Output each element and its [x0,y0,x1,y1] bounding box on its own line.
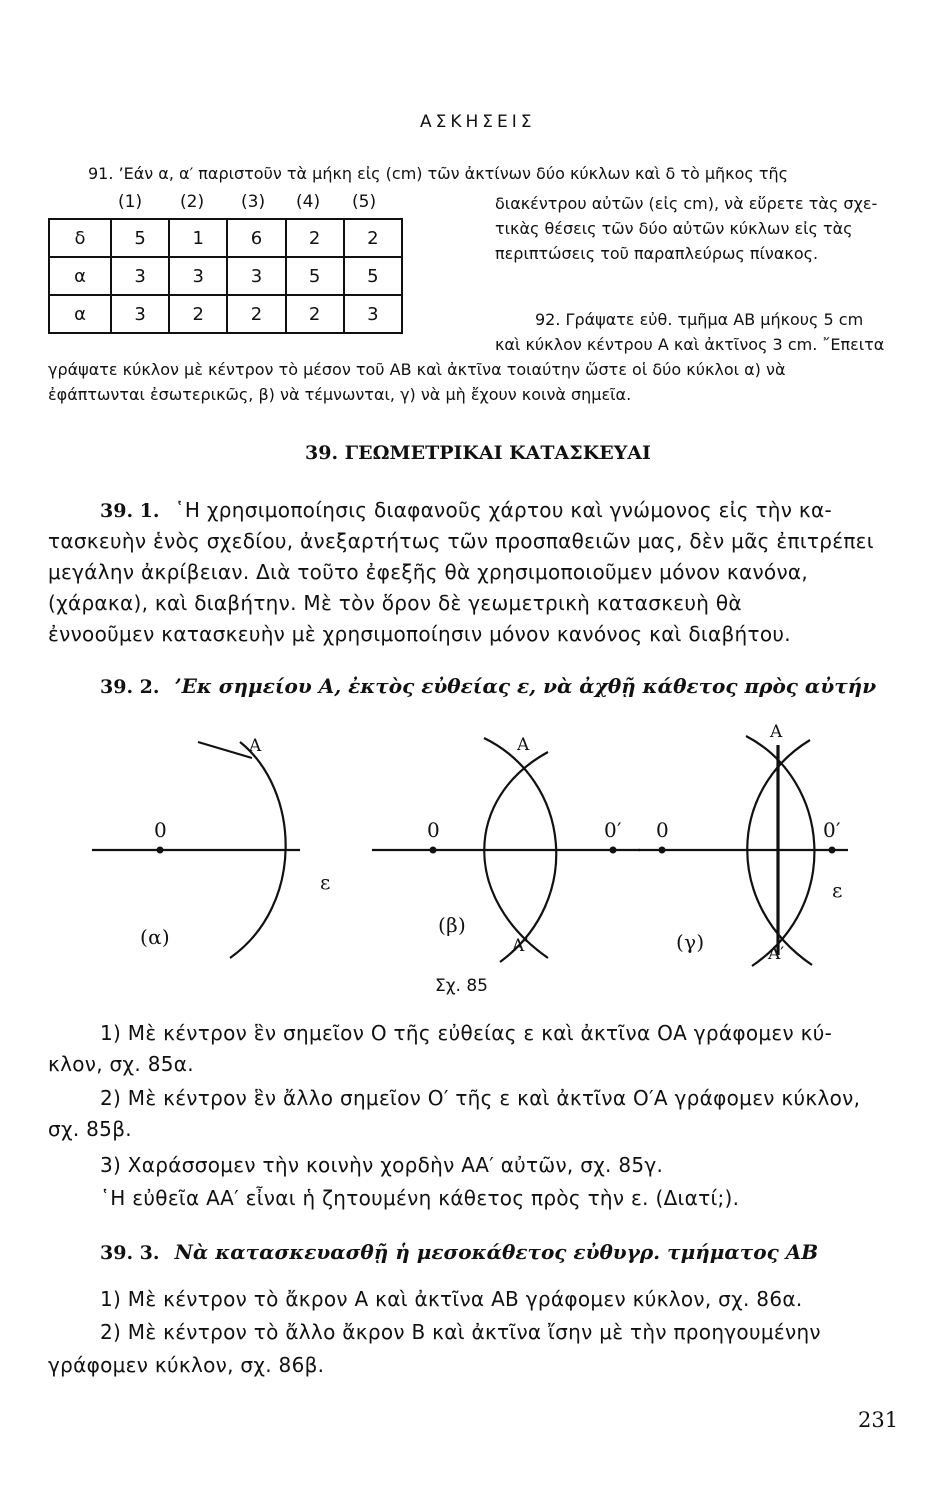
section-39-1-line-5: ἐννοοῦμεν κατασκευὴν μὲ χρησιμοποίησιν μόνον κανόνος καὶ διαβήτου. [48,622,791,646]
label-Oprime-c: 0′ [823,818,841,842]
section-39-3-line-2: 2) Μὲ κέντρον τὸ ἄλλο ἄκρον Β καὶ ἀκτῖνα ἴσην μὲ τὴν προηγουμένην [100,1320,821,1344]
label-Aprime-b: Α′ [512,936,529,956]
section-39-1-line-4: (χάρακα), καὶ διαβήτην. Μὲ τὸν ὅρον δὲ γεωμετρικὴ κατασκευὴ θὰ [48,591,742,615]
section-39-2-title: ’Εκ σημείου Α, ἐκτὸς εὐθείας ε, νὰ ἀχθῇ κάθετος πρὸς αὐτήν [174,674,877,698]
step-1-line-2: κλον, σχ. 85α. [48,1052,194,1076]
label-Oprime-b: 0′ [604,818,622,842]
step-1-line-1: 1) Μὲ κέντρον ἓν σημεῖον Ο τῆς εὐθείας ε καὶ ἀκτῖνα ΟΑ γράφομεν κύ- [100,1021,833,1045]
table-cell: 3 [111,257,169,295]
section-39-1-line-3: μεγάλην ἀκρίβειαν. Διὰ τοῦτο ἐφεξῆς θὰ χρησιμοποιοῦμεν μόνον κανόνα, [48,560,809,584]
label-epsilon-c: ε [832,878,843,902]
label-A-a: Α [249,736,262,756]
section-39-3-line-1: 1) Μὲ κέντρον τὸ ἄκρον Α καὶ ἀκτῖνα ΑΒ γράφομεν κύκλον, σχ. 86α. [100,1287,803,1311]
label-O-a: 0 [154,818,168,842]
exercise-91-right-3: περιπτώσεις τοῦ παραπλεύρως πίνακος. [495,244,819,263]
label-sub-b: (β) [438,913,467,937]
label-O-c: 0 [656,818,670,842]
table-cell: 3 [227,257,285,295]
exercise-91-right-1: διακέντρου αὐτῶν (εἰς cm), νὰ εὕρετε τὰς σχε- [495,194,878,213]
section-39-3-number: 39. 3. [100,1242,160,1264]
table-cell: 2 [344,219,402,257]
label-O-b: 0 [427,818,441,842]
left-arc-b [484,752,548,958]
table-cell: 2 [286,295,344,333]
exercise-92-right-2: καὶ κύκλον κέντρου Α καὶ ἀκτῖνος 3 cm. ῎Επειτα [495,335,885,354]
point-Oprime-c [829,847,836,854]
exercise-91-line1: 91. ’Εάν α, α′ παριστοῦν τὰ μήκη εἰς (cm) τῶν ἀκτίνων δύο κύκλων καὶ δ τὸ μῆκος τῆς [88,164,789,183]
table-cell: 3 [344,295,402,333]
section-39-3-line-3: γράφομεν κύκλον, σχ. 86β. [48,1353,325,1377]
point-O-a [157,847,164,854]
table-cell: δ [49,219,111,257]
label-sub-a: (α) [140,925,171,949]
section-39-1-text: ῾Η χρησιμοποίησις διαφανοῦς χάρτου καὶ γνώμονος εἰς τὴν κα- [174,498,832,522]
label-epsilon-a: ε [320,870,331,894]
col-number: (3) [241,192,266,212]
exercise-92-right-1: 92. Γράψατε εὐθ. τμῆμα ΑΒ μήκους 5 cm [535,310,864,329]
table-cell: 3 [111,295,169,333]
step-conclusion: ῾Η εὐθεῖα ΑΑ′ εἶναι ἡ ζητουμένη κάθετος πρὸς τὴν ε. (Διατί;). [100,1186,740,1210]
table-cell: α [49,257,111,295]
table-cell: 5 [286,257,344,295]
col-number: (5) [352,192,377,212]
page-number: 231 [858,1408,899,1432]
point-O-c [659,847,666,854]
section-39-3-heading [100,1240,818,1264]
table-cell: 1 [169,219,227,257]
label-sub-c: (γ) [676,930,705,954]
step-3: 3) Χαράσσομεν τὴν κοινὴν χορδὴν ΑΑ′ αὐτῶν, σχ. 85γ. [100,1153,664,1177]
table-cell: 6 [227,219,285,257]
exercise-91-right-2: τικὰς θέσεις τῶν δύο αὐτῶν κύκλων εἰς τὰς [495,219,853,238]
point-O-b [430,847,437,854]
figure-caption: Σχ. 85 [435,976,489,996]
table-cell: 5 [111,219,169,257]
step-2-line-2: σχ. 85β. [48,1117,132,1141]
exercises-title: ΑΣΚΗΣΕΙΣ [420,112,536,132]
col-number: (1) [118,192,143,212]
label-Aprime-c: Α′ [768,944,785,964]
step-2-line-1: 2) Μὲ κέντρον ἓν ἄλλο σημεῖον Ο′ τῆς ε καὶ ἀκτῖνα Ο′Α γράφομεν κύκλον, [100,1086,861,1110]
col-number: (2) [180,192,205,212]
chapter-title: 39. ΓΕΩΜΕΤΡΙΚΑΙ ΚΑΤΑΣΚΕΥΑΙ [305,442,651,464]
exercise-92-line-3: γράψατε κύκλον μὲ κέντρον τὸ μέσον τοῦ ΑΒ καὶ ἀκτῖνα τοιαύτην ὥστε οἱ δύο κύκλοι α) νὰ [48,360,786,379]
point-Oprime-b [610,847,617,854]
section-39-2-number: 39. 2. [100,676,160,698]
table-cell: α [49,295,111,333]
col-number: (4) [296,192,321,212]
left-arc-c [747,740,812,965]
table-cell: 2 [286,219,344,257]
table-cell: 2 [227,295,285,333]
table-cell: 2 [169,295,227,333]
section-39-1-number: 39. 1. [100,500,160,522]
section-39-1-line-2: τασκευὴν ἑνὸς σχεδίου, ἀνεξαρτήτως τῶν προσπαθειῶν μας, δὲν μᾶς ἐπιτρέπει [48,529,874,553]
label-A-b: Α [517,735,530,755]
table-cell: 3 [169,257,227,295]
section-39-3-title: Νὰ κατασκευασθῇ ἡ μεσοκάθετος εὐθυγρ. τμήματος ΑΒ [174,1240,819,1264]
table-cell: 5 [344,257,402,295]
exercise-92-line-4: ἐφάπτωνται ἐσωτερικῶς, β) νὰ τέμνωνται, γ) νὰ μὴ ἔχουν κοινὰ σημεῖα. [48,385,632,404]
label-A-c: Α [770,722,783,742]
